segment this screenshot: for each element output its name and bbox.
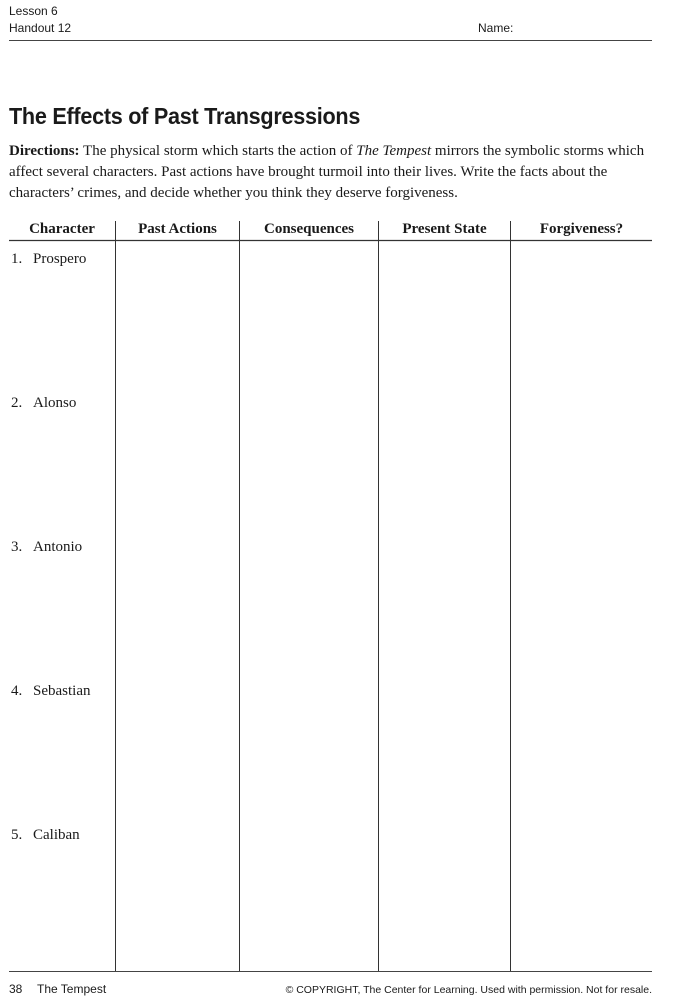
row-number: 2. — [11, 395, 23, 411]
footer-divider — [9, 971, 652, 972]
table-row-caliban — [11, 825, 80, 845]
page-number: 38 — [9, 982, 23, 996]
character-name: Alonso — [33, 395, 77, 411]
book-title: The Tempest — [37, 982, 107, 996]
handout-label: Handout 12 — [9, 21, 72, 35]
directions-lead: Directions: — [9, 143, 80, 159]
column-header-character: Character — [29, 221, 95, 237]
directions-text-1: The physical storm which starts the action of — [79, 143, 357, 159]
row-number: 4. — [11, 683, 23, 699]
character-name: Prospero — [33, 251, 87, 267]
row-number: 1. — [11, 251, 23, 267]
copyright-notice: © COPYRIGHT, The Center for Learning. Used with permission. Not for resale. — [285, 984, 652, 996]
table-row-sebastian — [11, 681, 91, 701]
column-header-past-actions: Past Actions — [138, 221, 217, 237]
page-footer — [9, 968, 652, 998]
character-name: Antonio — [33, 539, 83, 555]
character-name: Sebastian — [33, 683, 91, 699]
table-row-prospero — [11, 249, 86, 269]
work-title: The Tempest — [356, 143, 432, 159]
column-header-present-state: Present State — [402, 221, 487, 237]
column-header-consequences: Consequences — [263, 221, 354, 237]
column-header-forgiveness: Forgiveness? — [539, 221, 624, 237]
row-number: 5. — [11, 827, 23, 843]
directions-text-2: mirrors the symbolic storms which affect several characters. Past actions have brought turmoil into their lives. Write the facts about the characters’ crimes, and decide whether you think they deserve forgiveness. — [9, 143, 645, 201]
table-row-antonio — [11, 537, 82, 557]
character-name: Caliban — [33, 827, 80, 843]
name-field-label: Name: — [478, 21, 514, 35]
page-title: The Effects of Past Transgressions — [9, 103, 361, 129]
table-row-alonso — [11, 393, 76, 413]
lesson-label: Lesson 6 — [9, 4, 58, 18]
row-number: 3. — [11, 539, 23, 555]
